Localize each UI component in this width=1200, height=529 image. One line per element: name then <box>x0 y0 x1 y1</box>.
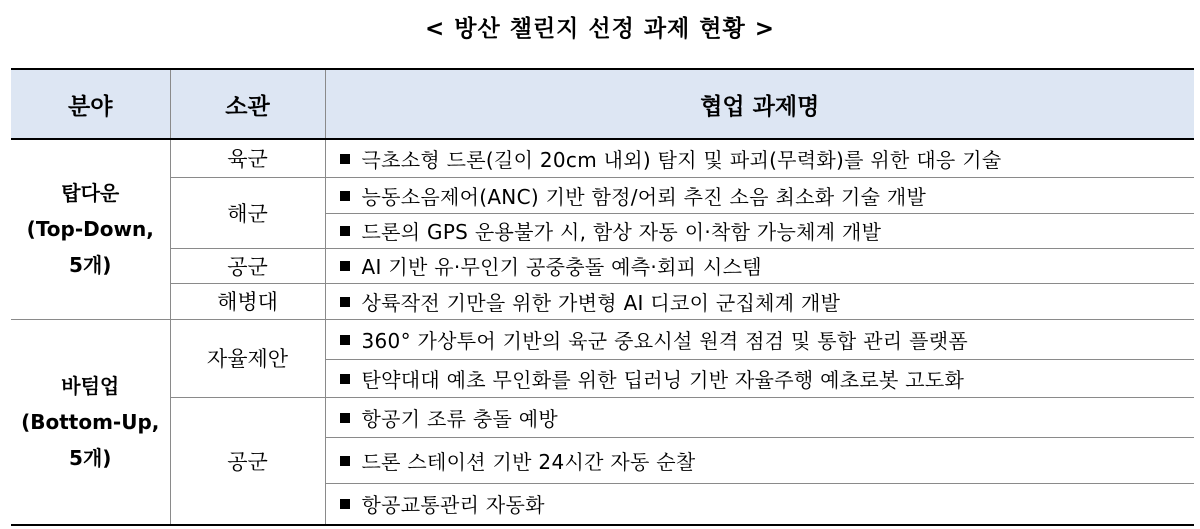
task-cell <box>325 319 1194 359</box>
table-row <box>11 248 1194 283</box>
square-bullet-icon <box>340 499 350 509</box>
task-text: 능동소음제어(ANC) 기반 함정/어뢰 추진 소음 최소화 기술 개발 <box>361 184 927 209</box>
task-text: AI 기반 유·무인기 공중충돌 예측·회피 시스템 <box>361 255 762 279</box>
task-text: 드론 스테이션 기반 24시간 자동 순찰 <box>361 449 696 474</box>
square-bullet-icon <box>340 191 350 201</box>
task-cell <box>325 177 1194 213</box>
branch-cell: 자율제안 <box>170 319 325 397</box>
square-bullet-icon <box>340 154 350 164</box>
category-count: 5개) <box>69 253 112 278</box>
square-bullet-icon <box>340 226 350 236</box>
challenge-task-table <box>11 68 1194 526</box>
category-english: (Bottom-Up, <box>21 409 160 434</box>
task-cell <box>325 283 1194 319</box>
square-bullet-icon <box>340 297 350 307</box>
table-row <box>11 283 1194 319</box>
square-bullet-icon <box>340 456 350 466</box>
branch-cell: 공군 <box>170 397 325 525</box>
table-row <box>11 319 1194 359</box>
task-cell <box>325 139 1194 177</box>
category-name: 탑다운 <box>61 181 120 206</box>
task-cell <box>325 437 1194 483</box>
task-cell <box>325 397 1194 437</box>
task-text: 상륙작전 기만을 위한 가변형 AI 디코이 군집체계 개발 <box>361 290 841 315</box>
header-field: 분야 <box>11 69 170 139</box>
header-branch: 소관 <box>170 69 325 139</box>
page-title: < 방산 챌린지 선정 과제 현황 > <box>425 16 775 42</box>
branch-cell: 공군 <box>170 248 325 283</box>
square-bullet-icon <box>340 335 350 345</box>
square-bullet-icon <box>340 374 350 384</box>
task-text: 탄약대대 예초 무인화를 위한 딥러닝 기반 자율주행 예초로봇 고도화 <box>361 367 965 392</box>
category-count: 5개) <box>69 445 112 470</box>
category-bottomup <box>11 319 170 525</box>
table-row <box>11 177 1194 213</box>
category-name: 바텀업 <box>61 373 120 398</box>
branch-cell: 해군 <box>170 177 325 248</box>
header-task: 협업 과제명 <box>325 69 1194 139</box>
table-header-row <box>11 69 1194 139</box>
table-row <box>11 139 1194 177</box>
square-bullet-icon <box>340 261 350 271</box>
task-cell <box>325 483 1194 525</box>
branch-cell: 육군 <box>170 139 325 177</box>
task-text: 극초소형 드론(길이 20cm 내외) 탐지 및 파괴(무력화)를 위한 대응 기술 <box>361 147 1002 172</box>
category-topdown <box>11 139 170 319</box>
task-text: 드론의 GPS 운용불가 시, 함상 자동 이·착함 가능체계 개발 <box>361 220 882 244</box>
task-cell <box>325 248 1194 283</box>
task-text: 360° 가상투어 기반의 육군 중요시설 원격 점검 및 통합 관리 플랫폼 <box>361 328 968 353</box>
task-cell <box>325 213 1194 248</box>
task-text: 항공기 조류 충돌 예방 <box>361 406 559 431</box>
task-cell <box>325 359 1194 397</box>
branch-cell: 해병대 <box>170 283 325 319</box>
table-row <box>11 397 1194 437</box>
category-english: (Top-Down, <box>26 217 154 242</box>
square-bullet-icon <box>340 413 350 423</box>
task-text: 항공교통관리 자동화 <box>361 493 545 518</box>
